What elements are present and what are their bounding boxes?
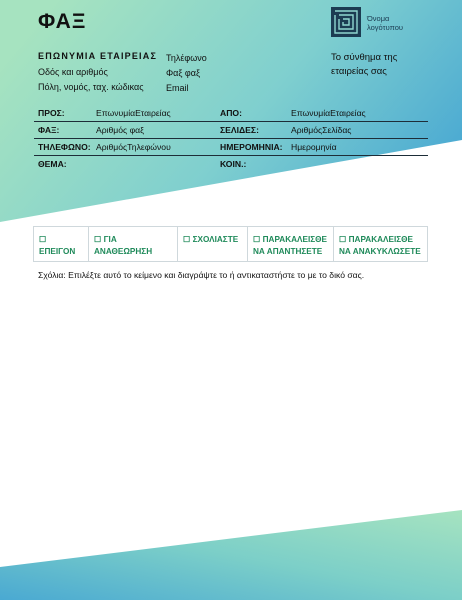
field-value-from[interactable]: ΕπωνυμίαΕταιρείας (291, 108, 366, 118)
checkbox-please-reply[interactable] (248, 227, 334, 261)
status-checkbox-bar (33, 226, 428, 262)
contact-fax: Φαξ φαξ (166, 68, 200, 78)
field-value-pages[interactable]: ΑριθμόςΣελίδας (291, 125, 352, 135)
checkbox-label: ΠΑΡΑΚΑΛΕΙΣΘΕ ΝΑ ΑΝΑΚΥΚΛΩΣΕΤΕ (339, 235, 421, 256)
comments-text[interactable]: Σχόλια: Επιλέξτε αυτό το κείμενο και διαγράψτε το ή αντικαταστήστε το με το δικό σας. (38, 270, 365, 280)
checkbox-please-recycle[interactable] (334, 227, 427, 261)
address-line-street: Οδός και αριθμός (38, 67, 108, 77)
checkbox-icon: ☐ (253, 235, 261, 244)
company-name: ΕΠΩΝΥΜΙΑ ΕΤΑΙΡΕΙΑΣ (38, 51, 158, 61)
checkbox-icon: ☐ (339, 235, 347, 244)
field-value-date[interactable]: Ημερομηνία (291, 142, 337, 152)
field-label-cc: ΚΟΙΝ.: (220, 159, 247, 169)
field-row-phone (34, 139, 428, 156)
field-row-fax (34, 122, 428, 139)
checkbox-label: ΓΙΑ ΑΝΑΘΕΩΡΗΣΗ (94, 235, 153, 256)
contact-email: Email (166, 83, 189, 93)
checkbox-for-review[interactable] (89, 227, 178, 261)
maze-logo-icon (331, 7, 361, 37)
field-value-fax[interactable]: Αριθμός φαξ (96, 125, 144, 135)
field-label-to: ΠΡΟΣ: (38, 108, 65, 118)
checkbox-icon: ☐ (183, 235, 191, 244)
field-label-pages: ΣΕΛΙΔΕΣ: (220, 125, 259, 135)
bottom-gradient-band (0, 510, 462, 600)
contact-phone: Τηλέφωνο (166, 53, 207, 63)
fax-fields (34, 105, 428, 172)
field-label-phone: ΤΗΛΕΦΩΝΟ: (38, 142, 91, 152)
field-label-fax: ΦΑΞ: (38, 125, 60, 135)
field-label-date: ΗΜΕΡΟΜΗΝΙΑ: (220, 142, 283, 152)
checkbox-icon: ☐ (94, 235, 102, 244)
logo-name: Όνομα λογότυπου (367, 14, 404, 32)
checkbox-label: ΕΠΕΙΓΟΝ (39, 247, 76, 256)
checkbox-label: ΠΑΡΑΚΑΛΕΙΣΘΕ ΝΑ ΑΠΑΝΤΗΣΕΤΕ (253, 235, 327, 256)
address-line-city: Πόλη, νομός, ταχ. κώδικας (38, 82, 144, 92)
fax-title: ΦΑΞ (38, 10, 87, 33)
field-label-subject: ΘΕΜΑ: (38, 159, 67, 169)
checkbox-urgent[interactable] (34, 227, 89, 261)
field-row-to (34, 105, 428, 122)
field-row-subject (34, 156, 428, 172)
field-value-phone[interactable]: ΑριθμόςΤηλεφώνου (96, 142, 171, 152)
company-slogan: Το σύνθημα της εταιρείας σας (331, 52, 398, 77)
checkbox-label: ΣΧΟΛΙΑΣΤΕ (192, 235, 239, 244)
field-value-to[interactable]: ΕπωνυμίαΕταιρείας (96, 108, 171, 118)
checkbox-icon: ☐ (39, 235, 47, 244)
checkbox-comment[interactable] (178, 227, 248, 261)
field-label-from: ΑΠΟ: (220, 108, 242, 118)
